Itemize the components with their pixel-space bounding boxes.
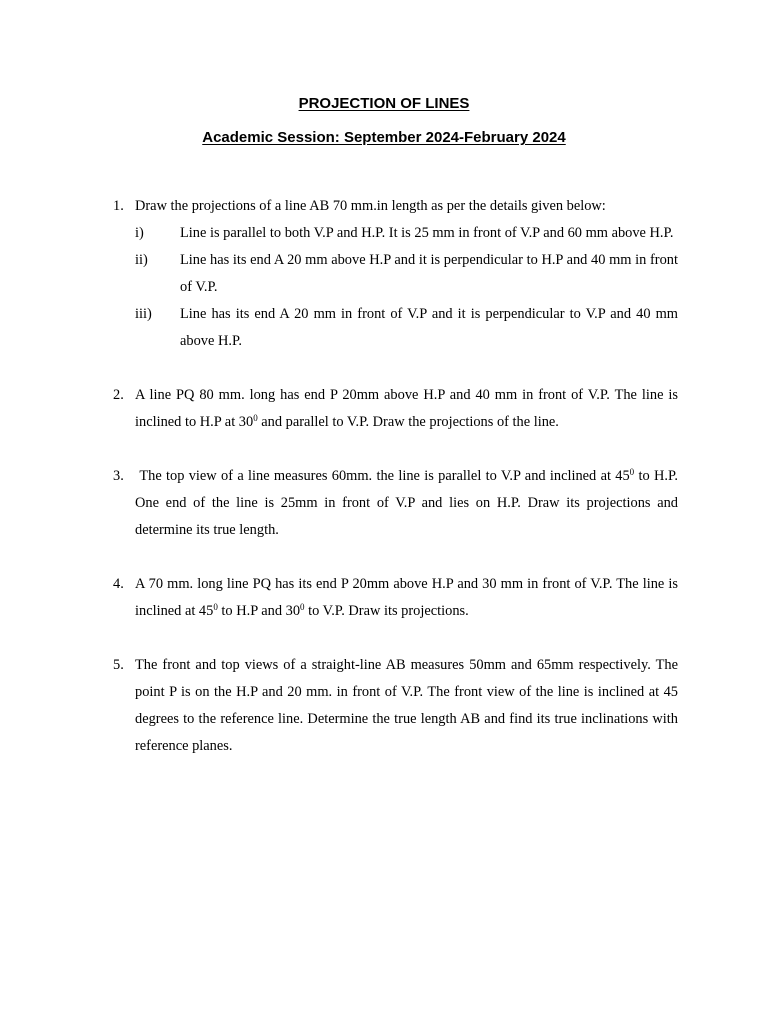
question-1 xyxy=(113,193,678,355)
question-5 xyxy=(113,652,678,760)
document-title: PROJECTION OF LINES xyxy=(298,95,470,112)
question-number: 2. xyxy=(113,387,124,403)
question-number: 1. xyxy=(113,198,124,214)
subquestion-i xyxy=(135,220,678,247)
question-2 xyxy=(113,382,678,436)
degree-superscript: 0 xyxy=(629,467,635,477)
subquestion-label: i) xyxy=(135,225,144,241)
subquestion-label: ii) xyxy=(135,252,148,268)
subquestion-text: Line is parallel to both V.P and H.P. It is 25 mm in front of V.P and 60 mm above H.P. xyxy=(180,225,674,241)
question-text: A line PQ 80 mm. long has end P 20mm above H.P and 40 mm in front of V.P. The line is inclined to H.P at $30^0$ and parallel to V.P. Draw the projections of the line. xyxy=(135,387,678,430)
question-text: Draw the projections of a line AB 70 mm.in length as per the details given below: xyxy=(135,198,606,214)
degree-superscript: 0 xyxy=(213,602,218,612)
question-text: The front and top views of a straight-line AB measures 50mm and 65mm respectively. The point P is on the H.P and 20 mm. in front of V.P. The front view of the line is inclined at 45 degrees to the reference line. Determine the true length AB and find its true inclinations with reference planes. xyxy=(135,657,678,754)
degree-superscript: 0 xyxy=(253,413,258,423)
subquestion-iii xyxy=(135,301,678,355)
subquestion-text: Line has its end A 20 mm above H.P and it is perpendicular to H.P and 40 mm in front of V.P. xyxy=(180,252,678,295)
question-number: 4. xyxy=(113,576,124,592)
academic-session-subtitle: Academic Session: September 2024-February 2024 xyxy=(202,129,566,146)
question-text: A 70 mm. long line PQ has its end P 20mm above H.P and 30 mm in front of V.P. The line is inclined at $45^0$ to H.P and $30^0$ to V.P. Draw its projections. xyxy=(135,576,678,619)
question-text: The top view of a line measures 60mm. the line is parallel to V.P and inclined at $45^0$ to H.P. One end of the line is 25mm in front of V.P and lies on H.P. Draw its projections and determine its true length. xyxy=(135,467,678,538)
question-list xyxy=(113,193,678,787)
question-number: 5. xyxy=(113,657,124,673)
subquestion-text: Line has its end A 20 mm in front of V.P and it is perpendicular to V.P and 40 mm above H.P. xyxy=(180,306,678,349)
degree-superscript: 0 xyxy=(300,602,305,612)
question-number: 3. xyxy=(113,468,124,484)
subquestion-label: iii) xyxy=(135,306,152,322)
question-3 xyxy=(113,463,678,544)
question-4 xyxy=(113,571,678,625)
subquestion-ii xyxy=(135,247,678,301)
